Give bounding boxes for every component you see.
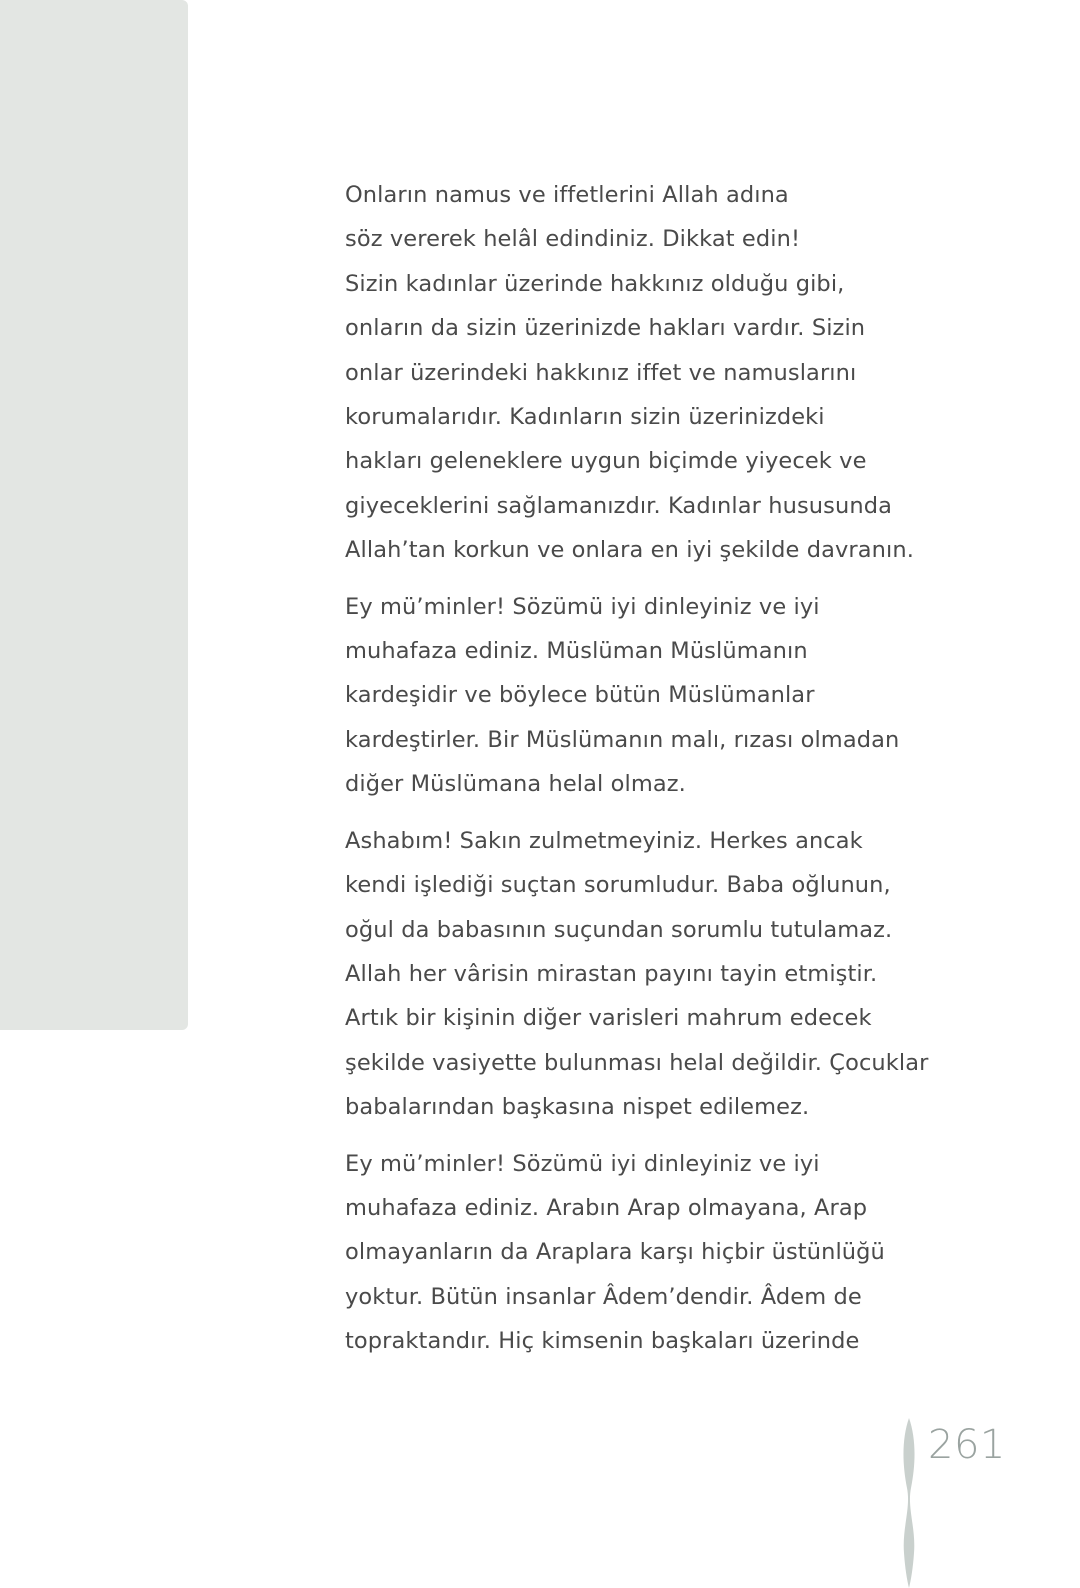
text-line: olmayanların da Araplara karşı hiçbir üstünlüğü — [345, 1239, 885, 1266]
text-line: Onların namus ve iffetlerini Allah adına — [345, 182, 789, 208]
paragraph-1 — [345, 173, 965, 573]
text-line: yoktur. Bütün insanlar Âdem’dendir. Âdem de — [345, 1283, 862, 1310]
paragraph-4 — [345, 1142, 965, 1364]
text-line: onların da sizin üzerinizde hakları vardır. Sizin — [345, 315, 866, 342]
text-line: kendi işlediği suçtan sorumludur. Baba oğlunun, — [345, 872, 891, 899]
text-line: Allah her vârisin mirastan payını tayin etmiştir. — [345, 960, 878, 987]
text-line: diğer Müslümana helal olmaz. — [345, 771, 686, 798]
text-line: babalarından başkasına nispet edilemez. — [345, 1094, 810, 1121]
text-line: şekilde vasiyette bulunması helal değildir. Çocuklar — [345, 1049, 929, 1076]
side-panel — [0, 0, 188, 1030]
paragraph-3 — [345, 819, 965, 1130]
text-line: onlar üzerindeki hakkınız iffet ve namuslarını — [345, 359, 857, 386]
text-line: korumalarıdır. Kadınların sizin üzerinizdeki — [345, 404, 825, 431]
text-line: Ashabım! Sakın zulmetmeyiniz. Herkes ancak — [345, 827, 863, 854]
text-line: söz vererek helâl edindiniz. Dikkat edin! — [345, 226, 801, 253]
text-line: giyeceklerini sağlamanızdır. Kadınlar hususunda — [345, 492, 892, 519]
text-line: oğul da babasının suçundan sorumlu tutulamaz. — [345, 916, 893, 943]
text-line: kardeşidir ve böylece bütün Müslümanlar — [345, 682, 815, 709]
text-line: muhafaza ediniz. Müslüman Müslümanın — [345, 638, 808, 665]
paragraph-2 — [345, 585, 965, 807]
text-line: Ey mü’minler! Sözümü iyi dinleyiniz ve iyi — [345, 1150, 820, 1177]
page-number: 261 — [928, 1422, 1006, 1468]
text-column — [345, 173, 965, 1376]
text-line: muhafaza ediniz. Arabın Arap olmayana, Arap — [345, 1194, 868, 1221]
text-line: Ey mü’minler! Sözümü iyi dinleyiniz ve iyi — [345, 593, 820, 620]
page-ornament-icon — [898, 1418, 920, 1588]
text-line: topraktandır. Hiç kimsenin başkaları üzerinde — [345, 1328, 860, 1355]
text-line: kardeştirler. Bir Müslümanın malı, rızası olmadan — [345, 726, 900, 753]
text-line: Artık bir kişinin diğer varisleri mahrum edecek — [345, 1005, 872, 1032]
text-line: Sizin kadınlar üzerinde hakkınız olduğu gibi, — [345, 270, 845, 297]
text-line: hakları geleneklere uygun biçimde yiyecek ve — [345, 448, 867, 475]
text-line: Allah’tan korkun ve onlara en iyi şekilde davranın. — [345, 537, 914, 564]
